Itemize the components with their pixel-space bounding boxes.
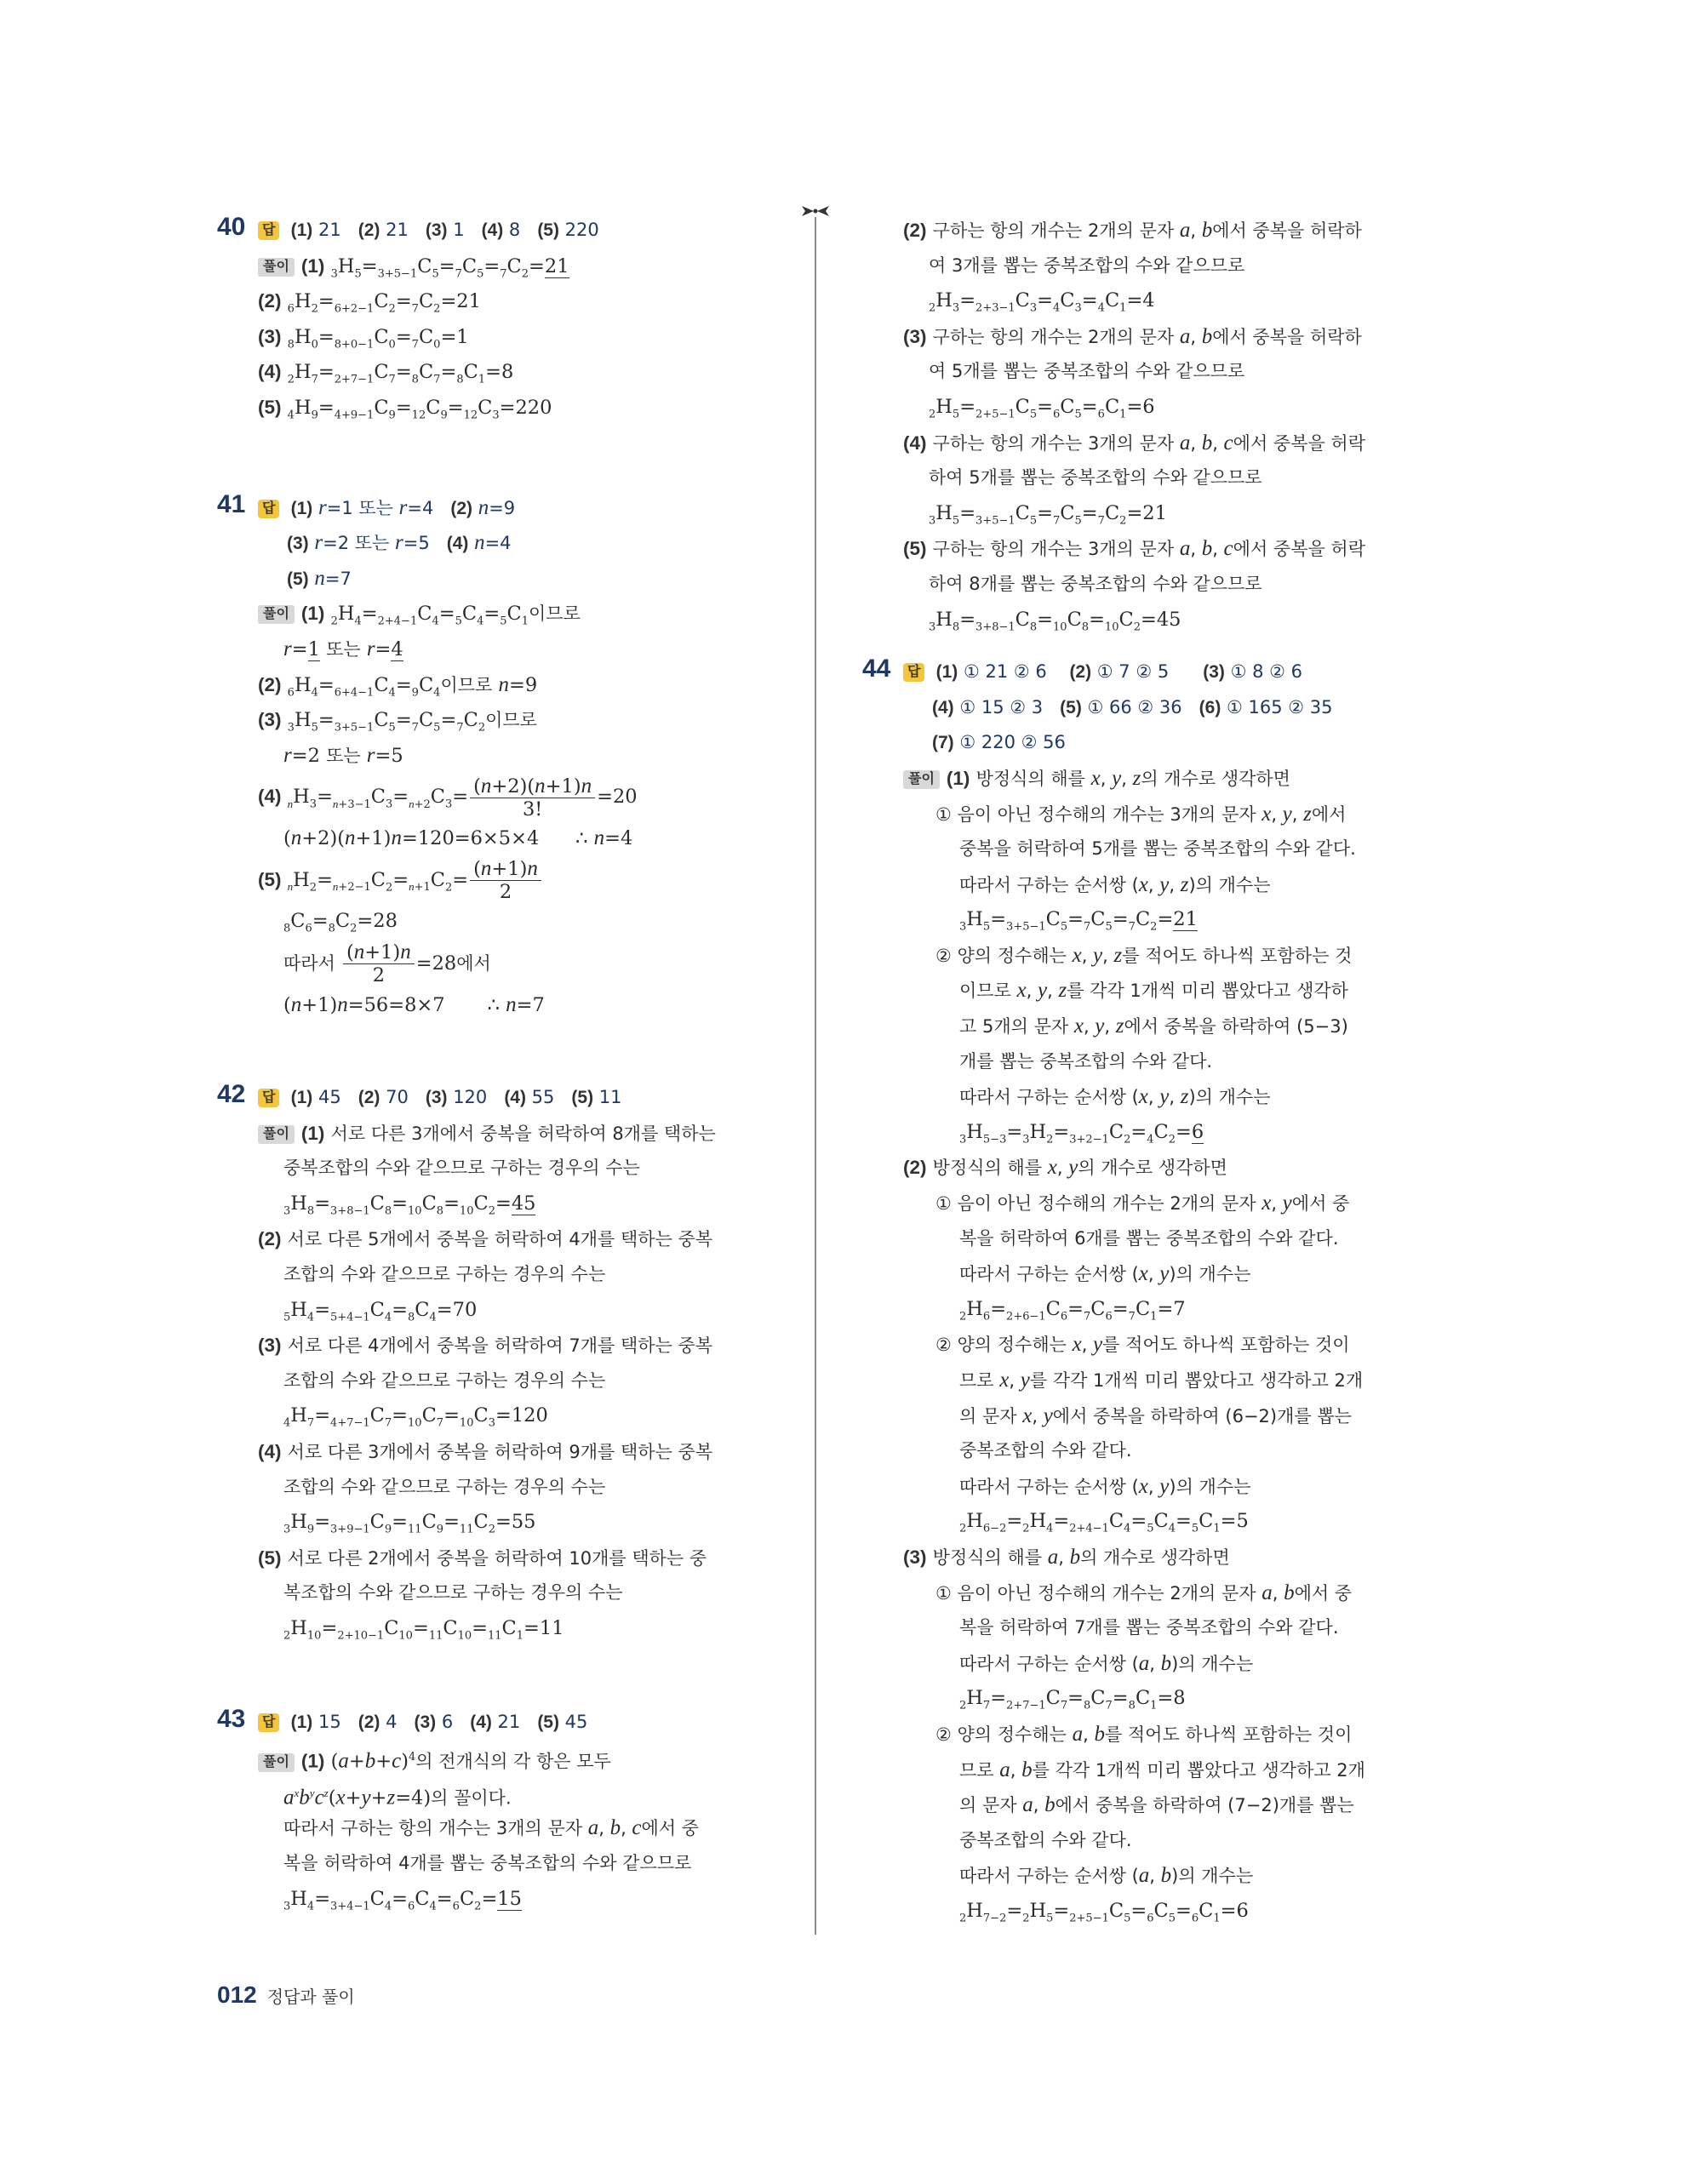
solution-line: 풀이 (1) 방정식의 해를 x, y, z의 개수로 생각하면 — [862, 761, 1419, 797]
solution-line: $_3H_{5-3}=_3H_2=_{3+2-1}C_2=_4C_2=6$ — [959, 1120, 1204, 1146]
solution-line: $_3H_8=_{3+8-1}C_8=_{10}C_8=_{10}C_2=45$ — [929, 608, 1181, 634]
solution-line: $_3H_4=_{3+4-1}C_4=_6C_4=_6C_2=15$ — [283, 1887, 522, 1913]
page-footer — [217, 1981, 355, 2009]
solution-line: 따라서 구하는 순서쌍 (x, y, z)의 개수는 — [959, 872, 1271, 896]
solution-line: r=2 또는 r=5 — [283, 743, 403, 767]
solution-line: $_2H_7=_{2+7-1}C_7=_8C_7=_8C_1=8$ — [959, 1687, 1186, 1712]
solution-line: 복을 허락하여 4개를 뽑는 중복조합의 수와 같으므로 — [283, 1852, 692, 1873]
solution-line: $_3H_5=_{3+5-1}C_5=_7C_5=_7C_2=21$ — [929, 501, 1167, 528]
solution-line: r=1 또는 r=4 — [283, 637, 403, 660]
solution-line: $_2H_6=_{2+6-1}C_6=_7C_6=_7C_1=7$ — [959, 1297, 1186, 1324]
solution-line: (4) $_2H_7=_{2+7-1}C_7=_8C_7=_8C_1=8$ — [258, 361, 514, 386]
solution-line: 풀이 (1) $(a+b+c)^4$의 전개식의 각 항은 모두 — [217, 1740, 770, 1775]
answer-line: 답 (1) 45 (2) 70 (3) 120 (4) 55 (5) 11 — [217, 1080, 770, 1116]
solution-line: 의 문자 x, y에서 중복을 하락하여 (6−2)개를 뽑는 — [959, 1404, 1352, 1427]
problem-40 — [217, 213, 770, 426]
solution-line: $_5H_4=_{5+4-1}C_4=_8C_4=70$ — [283, 1298, 478, 1324]
answer-tag: 답 — [258, 500, 279, 518]
problem-number: 42 — [217, 1080, 246, 1109]
problem-41 — [217, 490, 770, 1023]
solution-line: $_3H_8=_{3+8-1}C_8=_{10}C_8=_{10}C_2=45$ — [283, 1192, 536, 1218]
solution-line: (5) 구하는 항의 개수는 3개의 문자 a, b, c에서 중복을 허락 — [903, 537, 1366, 561]
solution-line: ② 양의 정수해는 x, y, z를 적어도 하나씩 포함하는 것 — [935, 943, 1353, 967]
solution-line: (3) $_8H_0=_{8+0-1}C_0=_7C_0=1$ — [258, 325, 469, 352]
answer-line — [217, 213, 770, 249]
answer-line: 답 (1) 15 (2) 4 (3) 6 (4) 21 (5) 45 — [217, 1705, 770, 1741]
solution-line: 풀이 (1) $_2H_4=_{2+4-1}C_4=_5C_4=_5C_1$이므로 — [217, 596, 770, 632]
answer-line: (5) n=7 — [287, 566, 352, 590]
problem-42 — [217, 1080, 770, 1647]
solution-line: 따라서 구하는 순서쌍 (x, y, z)의 개수는 — [959, 1085, 1271, 1109]
solution-line: 따라서 $\frac{(n+1)n}{2}$ =28에서 — [283, 940, 491, 986]
problem-43-continued — [883, 213, 1419, 637]
answer-tag: 답 — [903, 663, 924, 682]
solution-tag: 풀이 — [903, 770, 940, 789]
answer-line: 답 (1) r=1 또는 r=4 (2) n=9 — [217, 490, 770, 526]
answer-line: (3) r=2 또는 r=5 (4) n=4 — [287, 531, 512, 555]
solution-tag: 풀이 — [258, 1125, 295, 1144]
solution-line: 하여 5개를 뽑는 중복조합의 수와 같으므로 — [929, 467, 1262, 489]
solution-line: 따라서 구하는 순서쌍 (x, y)의 개수는 — [959, 1262, 1251, 1286]
solution-line: 조합의 수와 같으므로 구하는 경우의 수는 — [283, 1476, 606, 1497]
solution-line: 복을 허락하여 7개를 뽑는 중복조합의 수와 같다. — [959, 1617, 1339, 1638]
solution-line: 여 3개를 뽑는 중복조합의 수와 같으므로 — [929, 254, 1245, 276]
answer-line: (7) ① 220 ② 56 — [932, 732, 1066, 753]
solution-line: $a^xb^yc^z(x+y+z=4)$의 꼴이다. — [283, 1786, 512, 1810]
problem-number: 41 — [217, 489, 246, 518]
footer-title: 정답과 풀이 — [266, 1987, 355, 2007]
solution-line: 복을 허락하여 6개를 뽑는 중복조합의 수와 같다. — [959, 1227, 1339, 1249]
left-column — [217, 213, 770, 1917]
solution-tag: 풀이 — [258, 258, 295, 277]
solution-line: (n+1)n=56=8×7 ∴ n=7 — [283, 992, 545, 1016]
solution-line: $_2H_{7-2}=_2H_5=_{2+5-1}C_5=_6C_5=_6C_1=6$ — [959, 1899, 1249, 1925]
solution-line: (2) $_6H_2=_{6+2-1}C_2=_7C_2=21$ — [258, 290, 481, 316]
solution-line: (3) 구하는 항의 개수는 2개의 문자 a, b에서 중복을 허락하 — [903, 324, 1362, 348]
page-number: 012 — [217, 1981, 257, 2008]
problem-44 — [862, 655, 1419, 1929]
solution-line: (3) 방정식의 해를 a, b의 개수로 생각하면 — [903, 1545, 1230, 1569]
solution-line: 따라서 구하는 순서쌍 (a, b)의 개수는 — [959, 1651, 1254, 1675]
solution-line: $_2H_{10}=_{2+10-1}C_{10}=_{11}C_{10}=_{11}C_1=11$ — [283, 1617, 564, 1643]
solution-line: (2) 방정식의 해를 x, y의 개수로 생각하면 — [903, 1156, 1227, 1180]
solution-line: 중복을 허락하여 5개를 뽑는 중복조합의 수와 같다. — [959, 838, 1356, 860]
solution-line: $_8C_6=_8C_2=28$ — [283, 909, 398, 935]
answer-tag: 답 — [258, 221, 279, 240]
solution-tag: 풀이 — [258, 605, 295, 624]
solution-tag: 풀이 — [258, 1753, 295, 1772]
answer-line: (4) ① 15 ② 3 (5) ① 66 ② 36 (6) ① 165 ② 35 — [932, 696, 1333, 718]
solution-line: (4) $_nH_3=_{n+3-1}C_3=_{n+2}C_3=$ $\frac{(n+2)(n+1)n}{3!}$ =20 — [258, 774, 638, 820]
solution-line: $_3H_5=_{3+5-1}C_5=_7C_5=_7C_2=21$ — [959, 908, 1198, 934]
solution-line: 하여 8개를 뽑는 중복조합의 수와 같으므로 — [929, 573, 1262, 594]
solution-line: $_2H_{6-2}=_2H_4=_{2+4-1}C_4=_5C_4=_5C_1=5$ — [959, 1510, 1249, 1535]
right-column — [862, 213, 1419, 1930]
answer-tag: 답 — [258, 1089, 279, 1107]
solution-line: 여 5개를 뽑는 중복조합의 수와 같으므로 — [929, 361, 1245, 382]
solution-line: 따라서 구하는 순서쌍 (a, b)의 개수는 — [959, 1864, 1254, 1888]
solution-line: (5) $_4H_9=_{4+9-1}C_9=_{12}C_9=_{12}C_3=220$ — [258, 396, 552, 422]
solution-line: 복조합의 수와 같으므로 구하는 경우의 수는 — [283, 1582, 623, 1604]
solution-line: ② 양의 정수해는 x, y를 적어도 하나씩 포함하는 것이 — [935, 1333, 1350, 1357]
problem-number: 40 — [217, 213, 246, 241]
solution-line: 이므로 x, y, z를 각각 1개씩 미리 뽑았다고 생각하 — [959, 979, 1348, 1003]
solution-line: 고 5개의 문자 x, y, z에서 중복을 하락하여 (5−3) — [959, 1015, 1348, 1038]
solution-line: 풀이 (1) 서로 다른 3개에서 중복을 허락하여 8개를 택하는 — [217, 1116, 770, 1152]
answer-text: (1) 21 (2) 21 (3) 1 (4) 8 (5) 220 — [290, 220, 599, 240]
solution-line: (4) 서로 다른 3개에서 중복을 허락하여 9개를 택하는 중복 — [258, 1441, 713, 1463]
problem-43 — [217, 1705, 770, 1918]
solution-line: 중복조합의 수와 같다. — [959, 1440, 1132, 1461]
solution-line: $_4H_7=_{4+7-1}C_7=_{10}C_7=_{10}C_3=120$ — [283, 1404, 548, 1430]
solution-line: 풀이 (1) $_3H_5=_{3+5-1}C_5=_7C_5=_7C_2=21$ — [217, 249, 770, 284]
solution-line: $_2H_3=_{2+3-1}C_3=_4C_3=_4C_1=4$ — [929, 289, 1155, 315]
solution-line: (5) $_nH_2=_{n+2-1}C_2=_{n+1}C_2=$ $\frac{(n+1)n}{2}$ — [217, 856, 770, 904]
solution-line: 따라서 구하는 순서쌍 (x, y)의 개수는 — [959, 1474, 1251, 1498]
solution-line: 므로 a, b를 각각 1개씩 미리 뽑았다고 생각하고 2개 — [959, 1758, 1365, 1781]
answer-line: 답 (1) ① 21 ② 6 (2) ① 7 ② 5 (3) ① 8 ② 6 — [862, 655, 1419, 690]
solution-line: 따라서 구하는 항의 개수는 3개의 문자 a, b, c에서 중 — [283, 1816, 700, 1840]
solution-line: ① 음이 아닌 정수해의 개수는 2개의 문자 x, y에서 중 — [935, 1192, 1350, 1215]
solution-line: 조합의 수와 같으므로 구하는 경우의 수는 — [283, 1264, 606, 1285]
solution-line: 의 문자 a, b에서 중복을 하락하여 (7−2)개를 뽑는 — [959, 1793, 1354, 1817]
solution-line: ① 음이 아닌 정수해의 개수는 3개의 문자 x, y, z에서 — [935, 802, 1347, 826]
solution-line: (3) 서로 다른 4개에서 중복을 허락하여 7개를 택하는 중복 — [258, 1335, 713, 1357]
solution-line: ① 음이 아닌 정수해의 개수는 2개의 문자 a, b에서 중 — [935, 1581, 1353, 1604]
solution-line: (2) $_6H_4=_{6+4-1}C_4=_9C_4$이므로 n=9 — [258, 672, 538, 700]
solution-line: 조합의 수와 같으므로 구하는 경우의 수는 — [283, 1369, 606, 1391]
problem-number: 44 — [862, 655, 891, 683]
solution-line: (5) 서로 다른 2개에서 중복을 허락하여 10개를 택하는 중 — [258, 1547, 707, 1569]
solution-line: (3) $_3H_5=_{3+5-1}C_5=_7C_5=_7C_2$이므로 — [258, 709, 537, 735]
double-arrow-ornament-icon — [795, 201, 836, 221]
solution-line: 개를 뽑는 중복조합의 수와 같다. — [959, 1050, 1213, 1072]
solution-line: (2) 구하는 항의 개수는 2개의 문자 a, b에서 중복을 허락하 — [903, 219, 1362, 242]
solution-line: ② 양의 정수해는 a, b를 적어도 하나씩 포함하는 것이 — [935, 1722, 1353, 1746]
solution-line: $_2H_5=_{2+5-1}C_5=_6C_5=_6C_1=6$ — [929, 395, 1155, 421]
solution-line: (n+2)(n+1)n=120=6×5×4 ∴ n=4 — [283, 826, 633, 850]
solution-line: (4) 구하는 항의 개수는 3개의 문자 a, b, c에서 중복을 허락 — [903, 431, 1366, 455]
answer-tag: 답 — [258, 1713, 279, 1732]
solution-line: 중복조합의 수와 같다. — [959, 1829, 1132, 1850]
solution-line: 므로 x, y를 각각 1개씩 미리 뽑았다고 생각하고 2개 — [959, 1369, 1364, 1392]
problem-number: 43 — [217, 1704, 246, 1733]
solution-line: $_3H_9=_{3+9-1}C_9=_{11}C_9=_{11}C_2=55$ — [283, 1511, 536, 1536]
column-divider — [815, 217, 816, 1935]
solution-line: 중복조합의 수와 같으므로 구하는 경우의 수는 — [283, 1158, 640, 1179]
solution-line: (2) 서로 다른 5개에서 중복을 허락하여 4개를 택하는 중복 — [258, 1228, 713, 1250]
